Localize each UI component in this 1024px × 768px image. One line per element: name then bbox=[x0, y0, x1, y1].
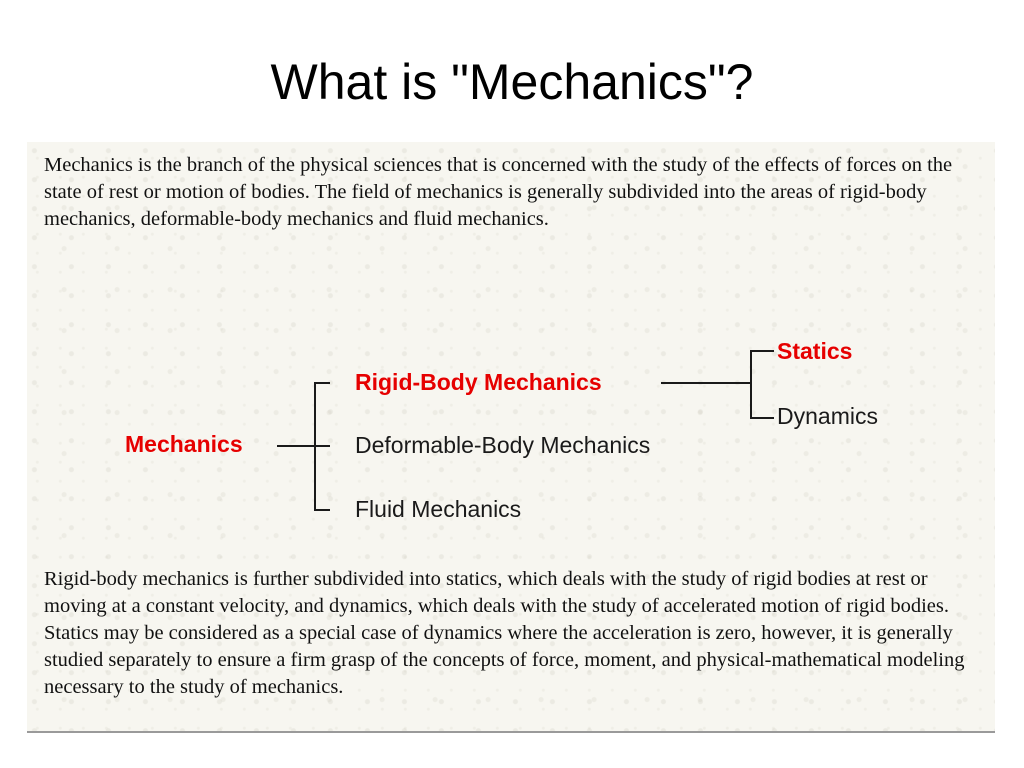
node-fluid-mechanics: Fluid Mechanics bbox=[355, 496, 522, 522]
node-rigid-body-mechanics: Rigid-Body Mechanics bbox=[355, 369, 602, 395]
slide-title: What is "Mechanics"? bbox=[270, 54, 754, 110]
mechanics-branch-diagram bbox=[27, 142, 995, 562]
connector-root bbox=[277, 445, 315, 447]
node-deformable-body-mechanics: Deformable-Body Mechanics bbox=[355, 432, 651, 458]
node-mechanics: Mechanics bbox=[125, 431, 243, 457]
node-dynamics: Dynamics bbox=[777, 403, 878, 429]
content-panel bbox=[27, 142, 995, 733]
connector-rigid bbox=[314, 382, 330, 384]
connector-sub-trunk bbox=[750, 350, 752, 419]
node-statics: Statics bbox=[777, 338, 853, 364]
rigid-body-paragraph: Rigid-body mechanics is further subdivided into statics, which deals with the study of rigid bodies at rest or moving at a constant velocity, and dynamics, which deals with the study of accelerated motion of rigid bodies. Statics may be considered as a special case of dynamics where the acceleration is zero, however, it is generally studied separately to ensure a firm grasp of the concepts of force, moment, and physical-mathematical modeling necessary to the study of mechanics. bbox=[44, 568, 965, 698]
connector-deformable bbox=[314, 445, 330, 447]
connector-dynamics bbox=[750, 417, 774, 419]
intro-paragraph: Mechanics is the branch of the physical sciences that is concerned with the study of the effects of forces on the state of rest or motion of bodies. The field of mechanics is generally subdivided into the areas of rigid-body mechanics, deformable-body mechanics and fluid mechanics. bbox=[44, 154, 953, 230]
connector-statics bbox=[750, 350, 774, 352]
connector-rigid-sub bbox=[661, 382, 751, 384]
connector-fluid bbox=[314, 509, 330, 511]
